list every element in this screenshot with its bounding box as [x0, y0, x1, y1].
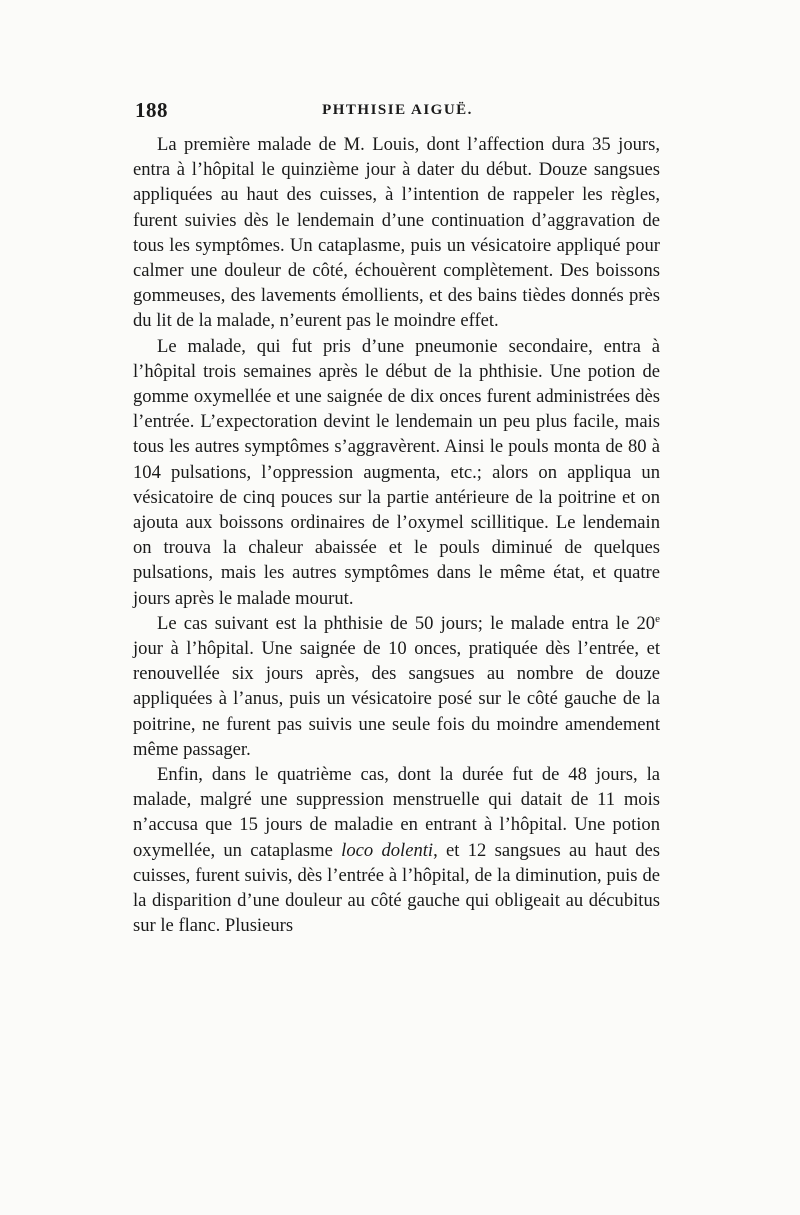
- body-text: [133, 132, 660, 939]
- latin-phrase: loco dolenti: [341, 839, 434, 861]
- running-title: PHTHISIE AIGUË.: [322, 102, 473, 118]
- paragraph-3: [133, 611, 660, 762]
- paragraph-2: Le malade, qui fut pris d’une pneumonie secondaire, entra à l’hôpital trois semaines après le début de la phthisie. Une potion de gomme oxymellée et une saignée de dix onces furent administrées dès l’entrée. L’expectoration devint le lendemain un peu plus facile, mais tous les autres symptômes s’aggravèrent. Ainsi le pouls monta de 80 à 104 pulsations, l’oppression augmenta, etc.; alors on appliqua un vésicatoire de cinq pouces sur la partie antérieure de la poitrine et on ajouta aux boissons ordinaires de l’oxymel scillitique. Le lendemain on trouva la chaleur abaissée et le pouls diminué de quelques pulsations, mais les autres symptômes dans le même état, et quatre jours après le malade mourut.: [133, 335, 660, 609]
- ordinal-superscript: e: [655, 612, 660, 625]
- page-header: [135, 98, 660, 128]
- page-number: 188: [135, 98, 168, 122]
- paragraph-4-text-start: Enfin, dans le quatrième cas, dont la durée fut de 48 jours, la malade, malgré une suppression menstruelle qui datait de 11 mois n’accusa que 15 jours de maladie en entrant à l’hôpital. Une potion oxymellée, un cataplasme: [133, 764, 660, 861]
- paragraph-1: La première malade de M. Louis, dont l’affection dura 35 jours, entra à l’hôpital le quinzième jour à dater du début. Douze sangsues appliquées au haut des cuisses, à l’intention de rappeler les règles, furent suivies dès le lendemain d’une continuation d’aggravation de tous les symptômes. Un cataplasme, puis un vésicatoire appliqué pour calmer une douleur de côté, échouèrent complètement. Des boissons gommeuses, des lavements émollients, et des bains tièdes donnés près du lit de la malade, n’eurent pas le moindre effet.: [133, 134, 660, 332]
- paragraph-3-text-end: jour à l’hôpital. Une saignée de 10 onces, pratiquée dès l’entrée, et renouvellée six jours après, des sangsues au nombre de douze appliquées à l’anus, puis un vésicatoire posé sur le côté gauche de la poitrine, ne furent pas suivis une seule fois du moindre amendement même passager.: [133, 638, 660, 760]
- paragraph-3-text-start: Le cas suivant est la phthisie de 50 jours; le malade entra le 20: [157, 612, 656, 634]
- paragraph-4: [133, 762, 660, 938]
- paragraph-4-text-end: , et 12 sangsues au haut des cuisses, furent suivis, dès l’entrée à l’hôpital, de la diminution, puis de la disparition d’une douleur au côté gauche qui obligeait au décubitus sur le flanc. Plusieurs: [133, 839, 660, 937]
